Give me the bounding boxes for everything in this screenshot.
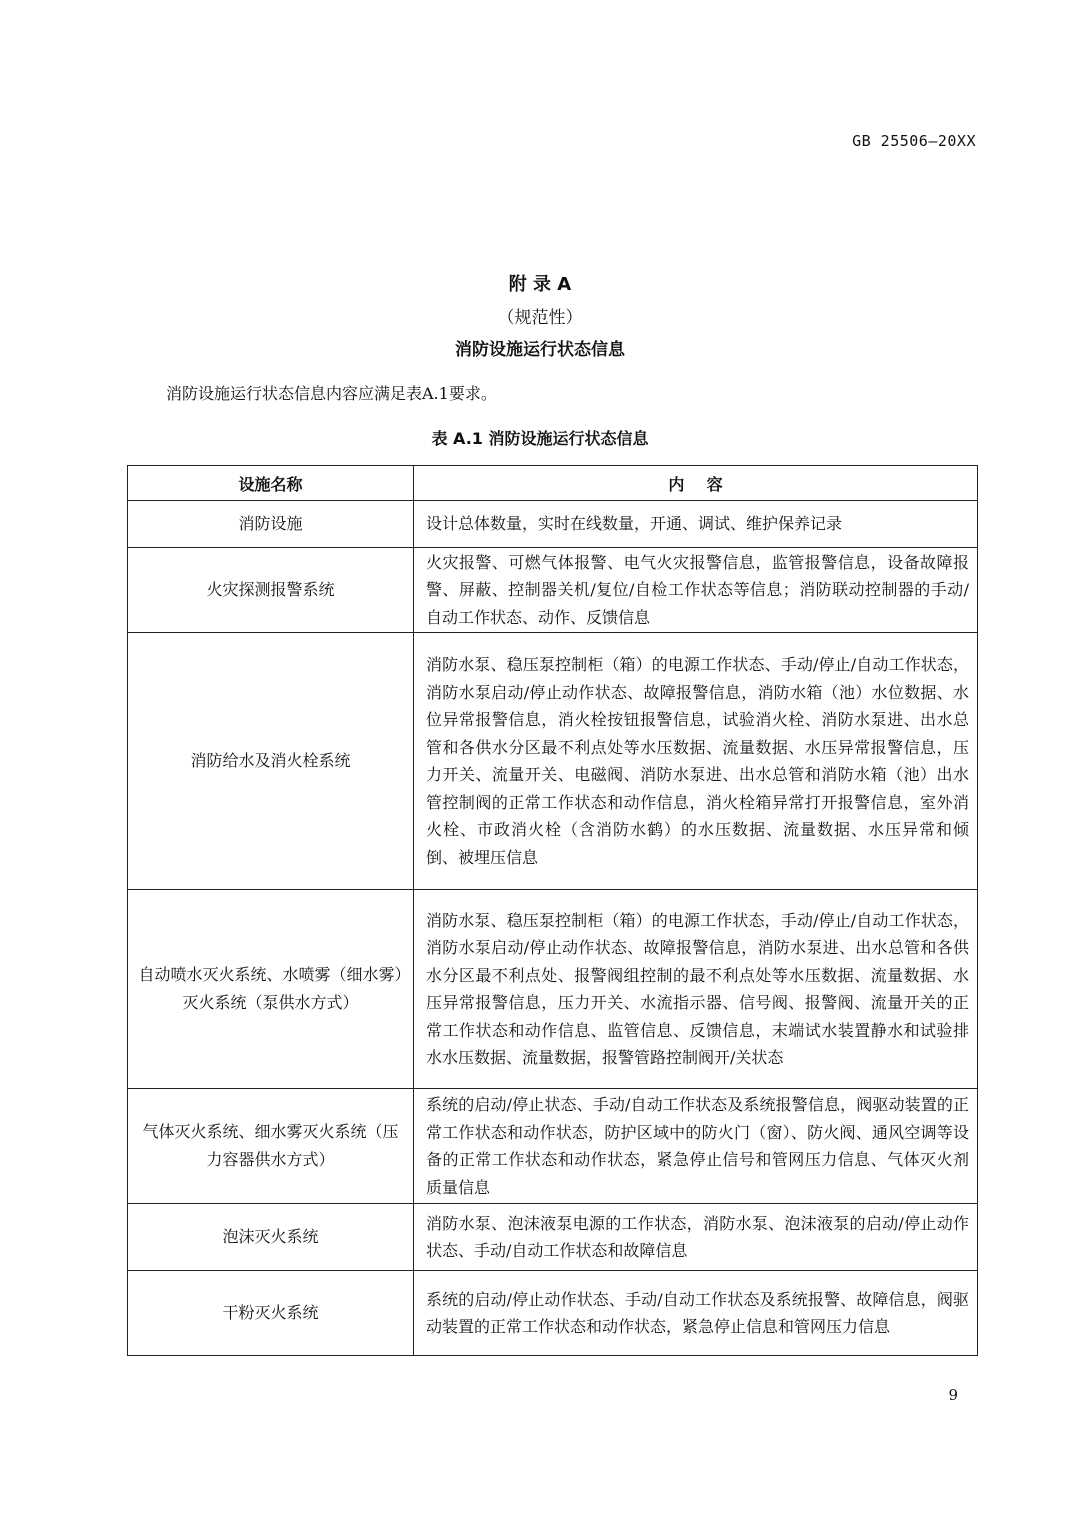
facility-name-cell: 自动喷水灭火系统、水喷雾（细水雾）灭火系统（泵供水方式） xyxy=(128,890,414,1089)
facility-name-cell: 泡沫灭火系统 xyxy=(128,1204,414,1271)
status-info-table xyxy=(127,465,978,1356)
content-cell: 设计总体数量，实时在线数量，开通、调试、维护保养记录 xyxy=(414,501,978,548)
table-row xyxy=(128,501,978,548)
header-facility-name: 设施名称 xyxy=(128,466,414,501)
table-row xyxy=(128,1204,978,1271)
table-header-row xyxy=(128,466,978,501)
annex-type: （规范性） xyxy=(497,308,583,328)
facility-name-cell: 干粉灭火系统 xyxy=(128,1271,414,1356)
content-cell: 消防水泵、泡沫液泵电源的工作状态，消防水泵、泡沫液泵的启动/停止动作状态、手动/自动工作状态和故障信息 xyxy=(414,1204,978,1271)
content-cell: 消防水泵、稳压泵控制柜（箱）的电源工作状态，手动/停止/自动工作状态，消防水泵启动/停止动作状态、故障报警信息，消防水泵进、出水总管和各供水分区最不利点处、报警阀组控制的最不利点处等水压数据、流量数据、水压异常报警信息，压力开关、水流指示器、信号阀、报警阀、流量开关的正常工作状态和动作信息、监管信息、反馈信息，末端试水装置静水和试验排水水压数据、流量数据，报警管路控制阀开/关状态 xyxy=(414,890,978,1089)
table-row xyxy=(128,1271,978,1356)
content-cell: 系统的启动/停止状态、手动/自动工作状态及系统报警信息，阀驱动装置的正常工作状态和动作状态，防护区域中的防火门（窗）、防火阀、通风空调等设备的正常工作状态和动作状态，紧急停止信号和管网压力信息、气体灭火剂质量信息 xyxy=(414,1089,978,1204)
table-caption: 表 A.1 消防设施运行状态信息 xyxy=(431,429,649,448)
intro-paragraph: 消防设施运行状态信息内容应满足表A.1要求。 xyxy=(166,384,497,403)
annex-label: 附 录 A xyxy=(508,274,572,295)
content-cell: 系统的启动/停止动作状态、手动/自动工作状态及系统报警、故障信息，阀驱动装置的正常工作状态和动作状态，紧急停止信息和管网压力信息 xyxy=(414,1271,978,1356)
table-row xyxy=(128,890,978,1089)
annex-title: 消防设施运行状态信息 xyxy=(455,340,625,360)
facility-name-cell: 消防设施 xyxy=(128,501,414,548)
facility-name-cell: 气体灭火系统、细水雾灭火系统（压力容器供水方式） xyxy=(128,1089,414,1204)
table-row xyxy=(128,1089,978,1204)
page-number: 9 xyxy=(948,1386,958,1404)
facility-name-cell: 火灾探测报警系统 xyxy=(128,548,414,633)
standard-code: GB 25506—20XX xyxy=(852,132,976,150)
content-cell: 消防水泵、稳压泵控制柜（箱）的电源工作状态、手动/停止/自动工作状态，消防水泵启动/停止动作状态、故障报警信息，消防水箱（池）水位数据、水位异常报警信息，消火栓按钮报警信息，试验消火栓、消防水泵进、出水总管和各供水分区最不利点处等水压数据、流量数据、水压异常报警信息，压力开关、流量开关、电磁阀、消防水泵进、出水总管和消防水箱（池）出水管控制阀的正常工作状态和动作信息，消火栓箱异常打开报警信息，室外消火栓、市政消火栓（含消防水鹤）的水压数据、流量数据、水压异常和倾倒、被埋压信息 xyxy=(414,633,978,890)
facility-name-cell: 消防给水及消火栓系统 xyxy=(128,633,414,890)
header-content: 内 容 xyxy=(414,466,978,501)
content-cell: 火灾报警、可燃气体报警、电气火灾报警信息，监管报警信息，设备故障报警、屏蔽、控制器关机/复位/自检工作状态等信息；消防联动控制器的手动/自动工作状态、动作、反馈信息 xyxy=(414,548,978,633)
table-row xyxy=(128,548,978,633)
table-row xyxy=(128,633,978,890)
